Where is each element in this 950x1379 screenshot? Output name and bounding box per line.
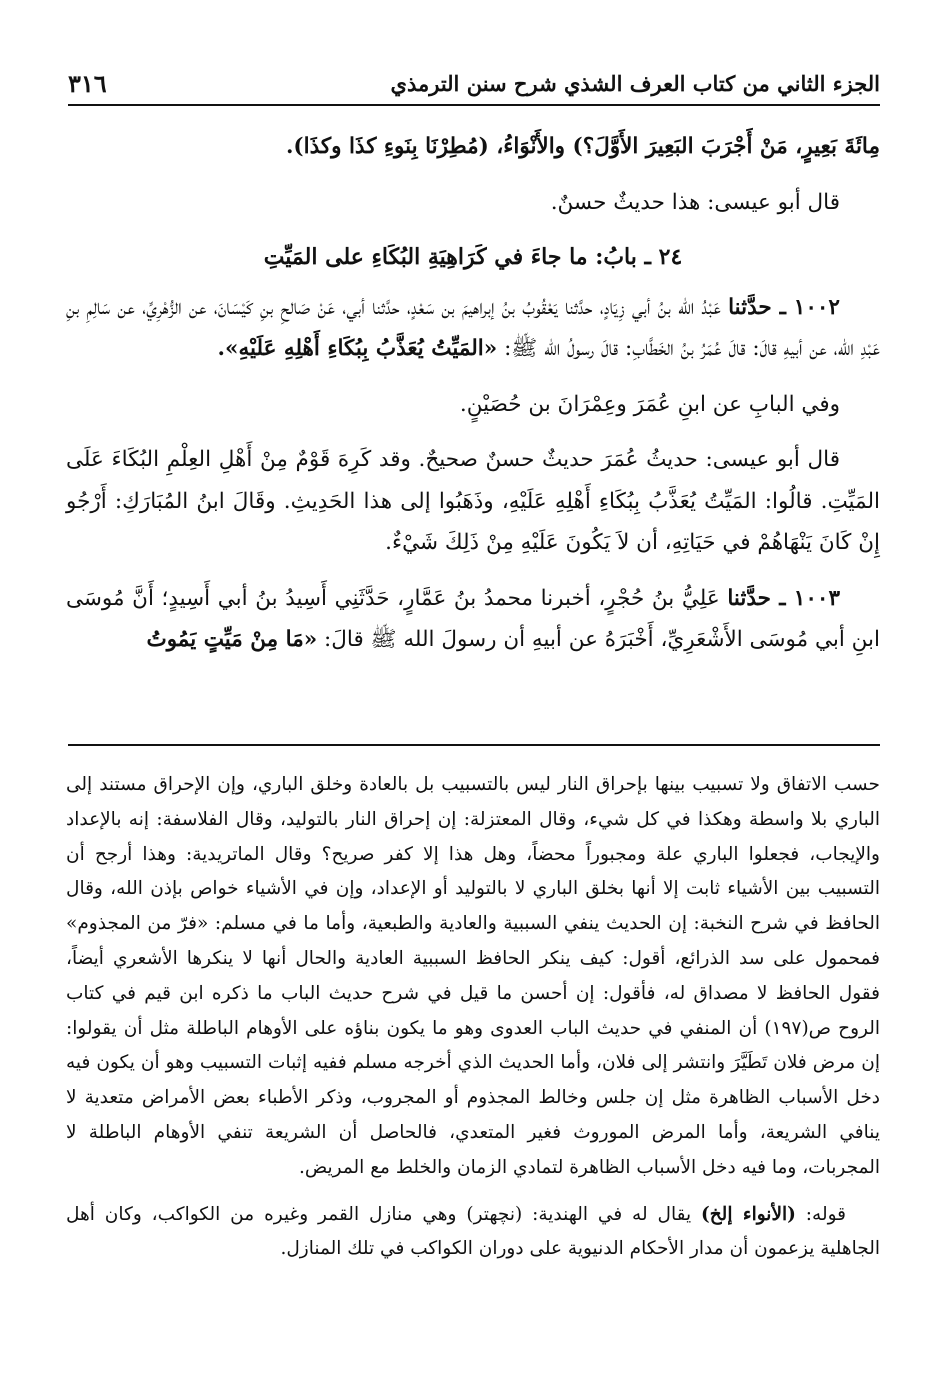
chapter-heading: ٢٤ ـ بابُ: ما جاءَ في كَرَاهِيَةِ البُكَاءِ على المَيِّتِ [263, 244, 683, 270]
paragraph-bab: وفي البابِ عن ابنِ عُمَرَ وعِمْرَانَ بن حُصَيْنٍ. [459, 391, 840, 417]
hadith-number: ١٠٠٢ ـ حدَّثنا [728, 294, 840, 320]
paragraph-grading: قال أبو عيسى: هذا حديثٌ حسنٌ. [550, 189, 840, 215]
footnote-prefix: قوله: [795, 1203, 846, 1225]
hadith-number: ١٠٠٣ ـ حدَّثنا [727, 585, 840, 611]
footnotes [66, 768, 880, 1279]
hadith-chain: عَبْدُ الله بنُ أبي زِيَادٍ، حدَّثنا يَعْقُوبُ بنُ إبراهيمَ بن سَعْدٍ، حدَّثنا أبي، عَنْ صَالحِ بنِ كَيْسَانَ، عن الزُّهْرِيِّ، عن سَالِمِ بنِ عَبْدِ الله، عن أبيهِ قالَ: قالَ عُمَرُ بنُ الخَطَّابِ: قالَ رسولُ الله ﷺ: [66, 294, 880, 361]
paragraph-commentary: قال أبو عيسى: حديثُ عُمَرَ حديثٌ حسنٌ صحيحٌ. وقد كَرِهَ قَوْمٌ مِنْ أَهْلِ العِلْمِ البُكَاءَ عَلَى المَيِّتِ. قالُوا: المَيِّتُ يُعَذَّبُ بِبُكَاءِ أَهْلِهِ عَلَيْهِ، وذَهَبُوا إلى هذا الحَدِيثِ. وقَالَ ابنُ المُبَارَكِ: أَرْجُو إِنْ كَانَ يَنْهَاهُمْ في حَيَاتِهِ، أن لاَ يَكُونَ عَلَيْهِ مِنْ ذَلِكَ شَيْءٌ. [66, 447, 880, 555]
footnote-term: (الأنواء إلخ) [700, 1203, 796, 1225]
hadith-chain: عَلِيُّ بنُ حُجْرٍ، أخبرنا محمدُ بنُ عَمَّارٍ، حَدَّثَنِي أَسِيدُ بنُ أبي أَسِيدٍ؛ أَنَّ مُوسَى ابنِ أبي مُوسَى الأَشْعَرِيِّ، أَخْبَرَهُ عن أبيهِ أن رسولَ الله ﷺ قالَ: [66, 585, 880, 652]
footnote-separator [68, 744, 880, 746]
hadith-1002 [66, 287, 880, 370]
footnote-body: يقال له في الهندية: (نچهتر) وهي منازل القمر وغيره من الكواكب، وكان أهل الجاهلية يزعمون أن مدار الأحكام الدنيوية على دوران الكواكب في تلك المنازل. [66, 1203, 880, 1260]
main-text [66, 126, 880, 675]
running-title: الجزء الثاني من كتاب العرف الشذي شرح سنن الترمذي [390, 70, 880, 96]
footnote-continuation: حسب الاتفاق ولا تسبيب بينها بإحراق النار ليس بالتسبيب بل بالعادة وخلق الباري، وإن الإحراق مستند إلى الباري بلا واسطة وهكذا في كل شيء، وقال المعتزلة: إن إحراق النار بالتوليد، وقال الفلاسفة: إنه بالإعداد والإيجاب، فجعلوا الباري علة ومجبوراً محضاً، وهل هذا إلا كفر صريح؟ وقال الماتريدية: وهذا أرجح أن التسبيب بين الأشياء ثابت إلا أنها بخلق الباري لا بالتوليد أو الإعداد، وإن في الأشياء خواص بإذن الله، وقال الحافظ في شرح النخبة: إن الحديث ينفي السببية والعادية والطبعية، وأما ما في مسلم: «فرّ من المجذوم» فمحمول على سد الذرائع، أقول: كيف ينكر الحافظ السببية العادية والحال أنها لا ينكرها الأشعري أيضاً، فقول الحافظ لا مصداق له، فأقول: إن أحسن ما قيل في شرح حديث الباب ما ذكره ابن قيم في كتاب الروح ص(١٩٧) أن المنفي في حديث الباب العدوى وهو ما يكون بناؤه على الأوهام الباطلة مثل أن يقولوا: إن مرض فلان تَطَيَّرَ وانتشر إلى فلان، وأما الحديث الذي أخرجه مسلم ففيه إثبات التسبيب وهو أن يكون فيه دخل الأسباب الظاهرة مثل إن جلس وخالط المجذوم أو المجروب، وذكر الأطباء بعض الأمراض متعدية لا ينافي الشريعة، وأما المرض الموروث فغير المتعدي، فالحاصل أن الشريعة تنفي الأوهام الباطلة لا المجربات، وما فيه دخل الأسباب الظاهرة لتمادي الزمان والخلط مع المريض. [66, 774, 880, 1178]
footnote-anwa [66, 1198, 880, 1268]
hadith-matn: «مَا مِنْ مَيِّتٍ يَمُوتُ [146, 627, 318, 652]
hadith-matn: «المَيِّتُ يُعَذَّبُ بِبُكَاءِ أَهْلِهِ عَلَيْهِ». [217, 336, 498, 361]
page-number: ٣١٦ [68, 68, 107, 98]
paragraph-continuation: مِائَةَ بَعِيرٍ، مَنْ أَجْرَبَ البَعِيرَ الأَوَّلَ؟) والأَنْوَاءُ، (مُطِرْنَا بِنَوءِ كذَا وكذَا). [285, 134, 880, 159]
hadith-1003 [66, 578, 880, 661]
page-header [68, 62, 880, 106]
